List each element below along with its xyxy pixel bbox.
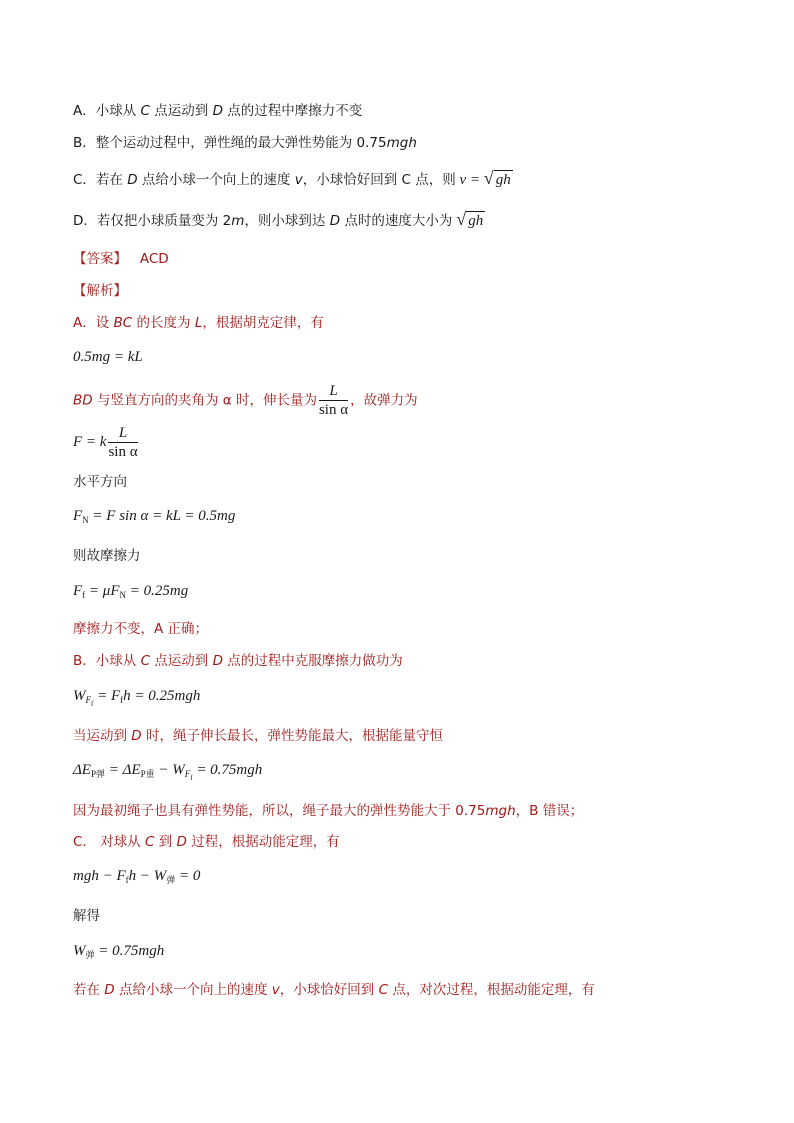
answer-value: ACD: [139, 251, 169, 267]
analysis-c-intro: C． 对球从 C 到 D 过程，根据动能定理，有: [73, 834, 340, 850]
sqrt-symbol: √ gh: [483, 168, 511, 188]
option-a: A．小球从 C 点运动到 D 点的过程中摩擦力不变: [73, 103, 363, 119]
friction-intro: 则故摩擦力: [73, 548, 141, 564]
equation-friction: $F_f = \mu F_N = 0.25mg$: [73, 583, 189, 600]
fraction-l-sin: $\frac{L}{\text{sin α}}$: [318, 383, 349, 418]
analysis-bd-line: BD 与竖直方向的夹角为 α 时，伸长量为 $\frac{L}{\text{sin α}}$ ，故弹力为: [73, 383, 418, 418]
analysis-b-intro: B．小球从 C 点运动到 D 点的过程中克服摩擦力做功为: [73, 653, 403, 669]
equation-hooke: 0.5mg = kL: [73, 349, 143, 365]
horizontal-label: 水平方向: [73, 474, 127, 490]
equation-elastic-force: F = k $\frac{L}{\text{sin α}}$: [73, 425, 138, 460]
analysis-a-conclusion: 摩擦力不变，A 正确；: [73, 621, 209, 637]
equation-result: $W_弹 = 0.75mgh$: [73, 943, 165, 960]
answer-line: [73, 249, 169, 269]
fraction-l-sin-2: $\frac{L}{\text{sin α}}$: [108, 425, 138, 460]
analysis-a-intro: A．设 BC 的长度为 L，根据胡克定律，有: [73, 315, 324, 331]
analysis-b-mid: 当运动到 D 时，绳子伸长最长，弹性势能最大，根据能量守恒: [73, 728, 443, 744]
analysis-b-conclusion: 因为最初绳子也具有弹性势能，所以，绳子最大的弹性势能大于 0.75mgh，B 错误；: [73, 803, 584, 819]
sqrt-symbol: √ gh: [456, 209, 484, 229]
equation-kinetic: mgh − $F_fh - W_弹 = 0$: [73, 868, 201, 885]
equation-energy: $\Delta E_{P弹} = \Delta E_{P重} - W_{F_f} = 0.75mgh$: [73, 762, 263, 782]
option-d: D．若仅把小球质量变为 2m，则小球到达 D 点时的速度大小为 √ gh: [73, 209, 484, 229]
option-b: B．整个运动过程中，弹性绳的最大弹性势能为 0.75mgh: [73, 135, 417, 151]
analysis-c-last: 若在 D 点给小球一个向上的速度 v，小球恰好回到 C 点，对次过程，根据动能定理，有: [73, 982, 595, 998]
analysis-tag: 【解析】: [73, 283, 127, 299]
equation-friction-work: $W_{F_f} = F_fh = 0.25mgh$: [73, 688, 201, 708]
option-c: C．若在 D 点给小球一个向上的速度 v，小球恰好回到 C 点，则 v = √ gh: [73, 168, 511, 188]
answer-tag: 【答案】: [73, 251, 127, 267]
solve-label: 解得: [73, 908, 100, 924]
equation-normal-force: $F_N = F$ sin α = kL = 0.5mg: [73, 508, 236, 525]
